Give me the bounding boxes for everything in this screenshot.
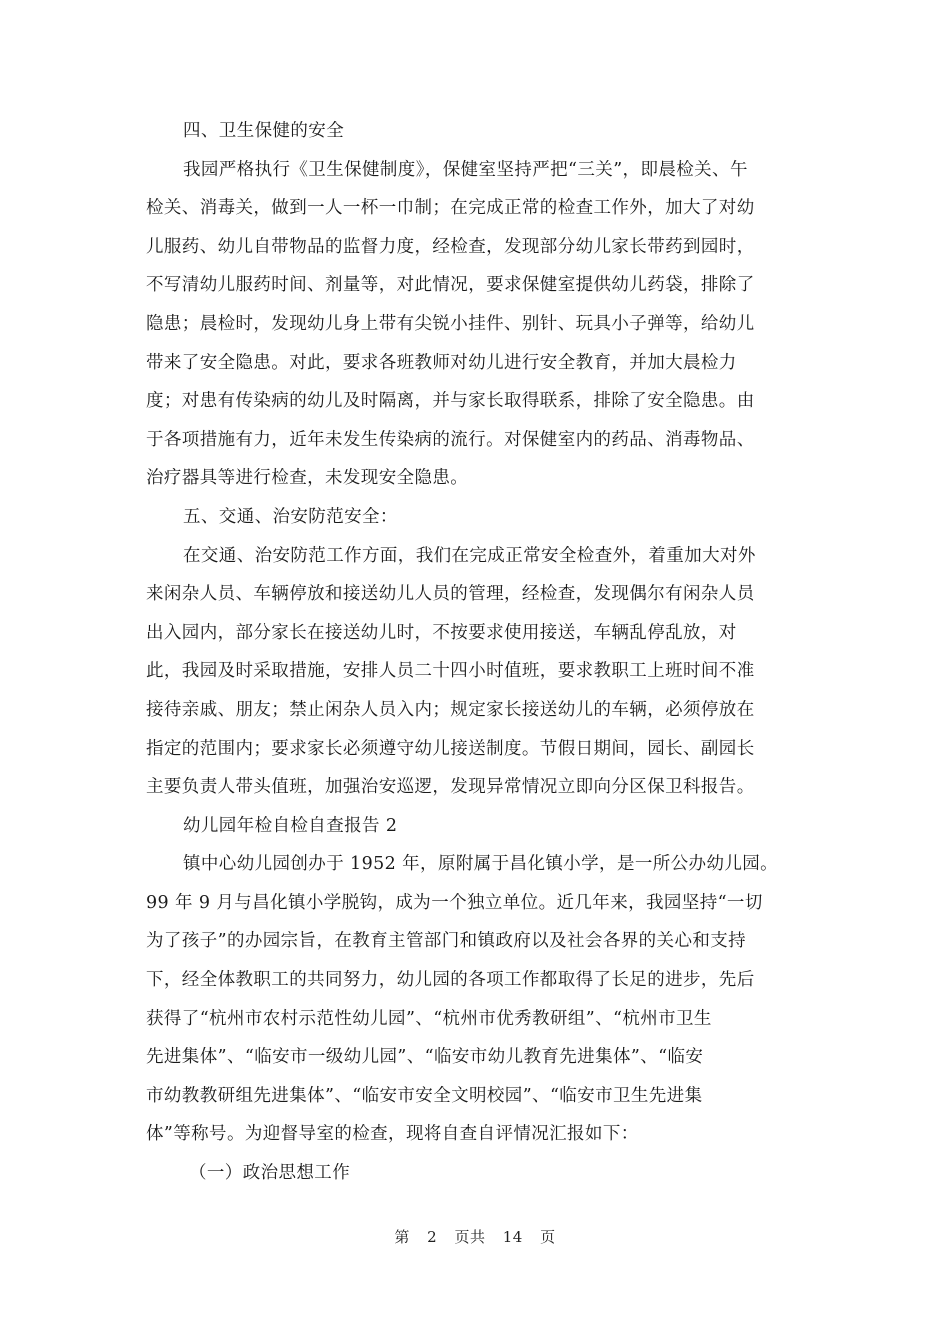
text-line: 指定的范围内；要求家长必须遵守幼儿接送制度。节假日期间，园长、副园长 xyxy=(146,738,755,759)
text-line: 治疗器具等进行检查，未发现安全隐患。 xyxy=(146,468,469,489)
footer-middle: 页共 xyxy=(454,1228,486,1246)
text-line: 为了孩子”的办园宗旨，在教育主管部门和镇政府以及社会各界的关心和支持 xyxy=(146,931,747,952)
text-line: （一）政治思想工作 xyxy=(189,1163,351,1184)
text-line: 主要负责人带头值班，加强治安巡逻，发现异常情况立即向分区保卫科报告。 xyxy=(146,777,755,798)
footer-total-pages: 14 xyxy=(502,1228,523,1246)
footer-page-number: 2 xyxy=(427,1228,438,1246)
text-line: 接待亲戚、朋友；禁止闲杂人员入内；规定家长接送幼儿的车辆，必须停放在 xyxy=(146,699,755,720)
text-line: 此，我园及时采取措施，安排人员二十四小时值班，要求教职工上班时间不准 xyxy=(146,661,755,682)
text-line: 镇中心幼儿园创办于 1952 年，原附属于昌化镇小学，是一所公办幼儿园。 xyxy=(183,854,779,875)
text-line: 不写清幼儿服药时间、剂量等，对此情况，要求保健室提供幼儿药袋，排除了 xyxy=(146,275,755,296)
text-line: 儿服药、幼儿自带物品的监督力度，经检查，发现部分幼儿家长带药到园时， xyxy=(146,236,755,257)
text-line: 我园严格执行《卫生保健制度》，保健室坚持严把“三关”，即晨检关、午 xyxy=(183,159,748,180)
page-footer xyxy=(0,1226,950,1247)
text-line: 下，经全体教职工的共同努力，幼儿园的各项工作都取得了长足的进步，先后 xyxy=(146,970,755,991)
text-line: 体”等称号。为迎督导室的检查，现将自查自评情况汇报如下： xyxy=(146,1124,639,1145)
text-line: 四、卫生保健的安全 xyxy=(183,121,345,141)
text-line: 五、交通、治安防范安全： xyxy=(183,506,398,527)
text-line: 带来了安全隐患。对此，要求各班教师对幼儿进行安全教育，并加大晨检力 xyxy=(146,352,737,373)
text-line: 获得了“杭州市农村示范性幼儿园”、“杭州市优秀教研组”、“杭州市卫生 xyxy=(146,1008,712,1029)
text-line: 幼儿园年检自检自查报告 2 xyxy=(183,815,398,836)
text-line: 度；对患有传染病的幼儿及时隔离，并与家长取得联系，排除了安全隐患。由 xyxy=(146,391,755,412)
footer-suffix: 页 xyxy=(540,1228,556,1246)
text-line: 市幼教教研组先进集体”、“临安市安全文明校园”、“临安市卫生先进集 xyxy=(146,1085,703,1106)
text-line: 99 年 9 月与昌化镇小学脱钩，成为一个独立单位。近几年来，我园坚持“一切 xyxy=(146,892,763,913)
text-line: 于各项措施有力，近年未发生传染病的流行。对保健室内的药品、消毒物品、 xyxy=(146,429,755,450)
footer-prefix: 第 xyxy=(394,1228,410,1246)
text-line: 出入园内，部分家长在接送幼儿时，不按要求使用接送，车辆乱停乱放，对 xyxy=(146,622,737,643)
text-line: 来闲杂人员、车辆停放和接送幼儿人员的管理，经检查，发现偶尔有闲杂人员 xyxy=(146,584,755,605)
text-line: 在交通、治安防范工作方面，我们在完成正常安全检查外，着重加大对外 xyxy=(183,545,756,566)
text-line: 隐患；晨检时，发现幼儿身上带有尖锐小挂件、别针、玩具小子弹等，给幼儿 xyxy=(146,313,755,334)
text-line: 先进集体”、“临安市一级幼儿园”、“临安市幼儿教育先进集体”、“临安 xyxy=(146,1047,704,1068)
document-body xyxy=(146,112,806,1193)
text-line: 检关、消毒关，做到一人一杯一巾制；在完成正常的检查工作外，加大了对幼 xyxy=(146,198,755,219)
